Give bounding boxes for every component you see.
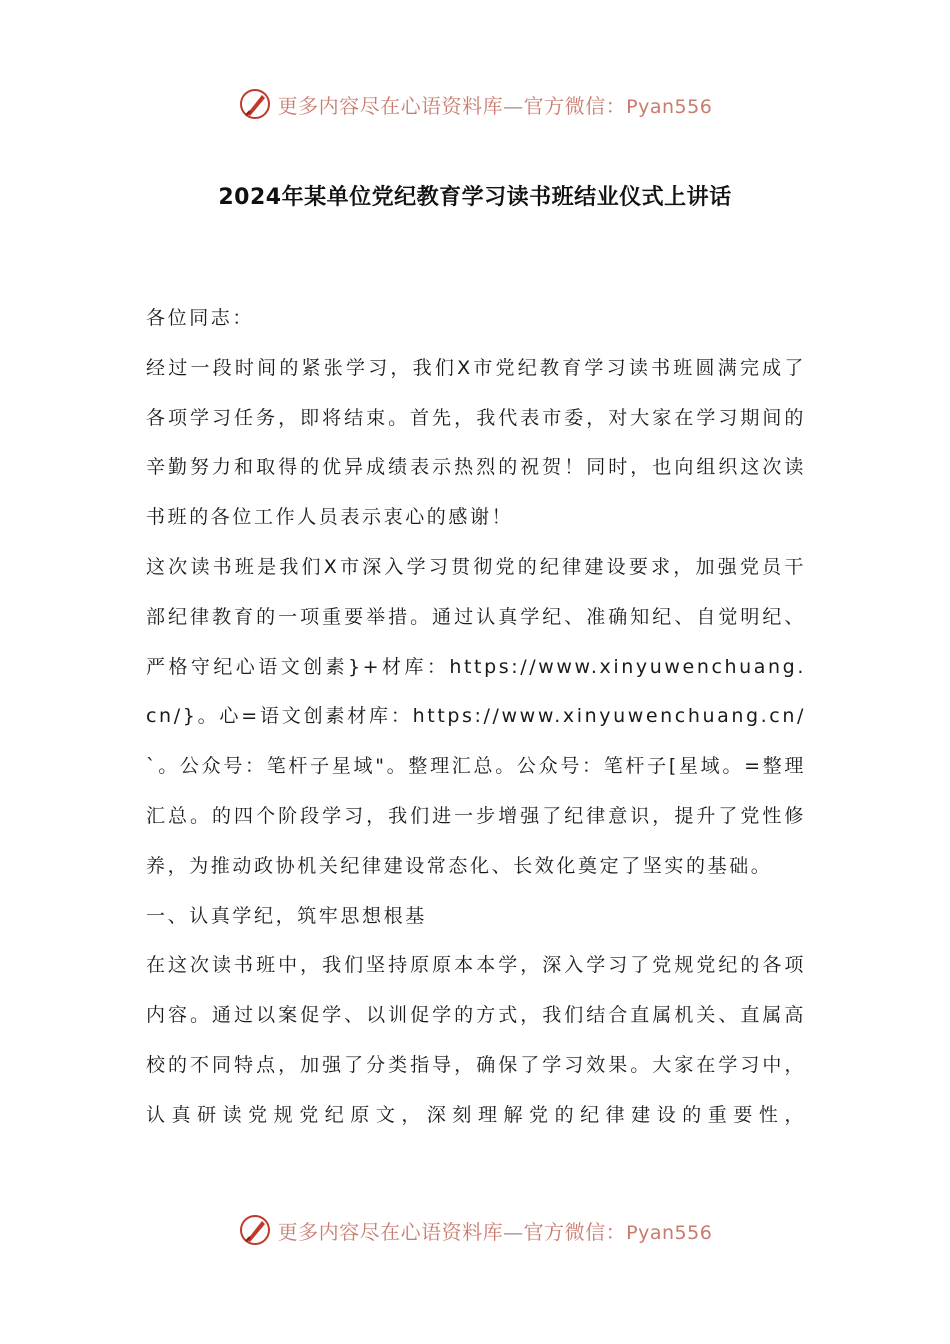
footer-banner — [0, 1210, 950, 1250]
banner-text: 更多内容尽在心语资料库—官方微信：Pyan556 — [277, 93, 713, 118]
document-body — [146, 294, 806, 1141]
quill-logo-icon — [238, 1213, 272, 1247]
banner-text: 更多内容尽在心语资料库—官方微信：Pyan556 — [277, 1219, 713, 1244]
paragraph: 这次读书班是我们X市深入学习贯彻党的纪律建设要求，加强党员干部纪律教育的一项重要举措。通过认真学纪、准确知纪、自觉明纪、严格守纪心语文创素}+材库：https://www.xinyuwenchuang.cn/}。心=语文创素材库：https://www.xinyuwenchuang.cn/`。公众号：笔杆子星域"。整理汇总。公众号：笔杆子[星域。=整理汇总。的四个阶段学习，我们进一步增强了纪律意识，提升了党性修养，为推动政协机关纪律建设常态化、长效化奠定了坚实的基础。 — [146, 555, 806, 877]
salutation: 各位同志： — [146, 307, 255, 329]
paragraph: 在这次读书班中，我们坚持原原本本学，深入学习了党规党纪的各项内容。通过以案促学、以训促学的方式，我们结合直属机关、直属高校的不同特点，加强了分类指导，确保了学习效果。大家在学习中，认真研读党规党纪原文，深刻理解党的纪律建设的重要性， — [146, 954, 806, 1126]
section-heading: 一、认真学纪，筑牢思想根基 — [146, 904, 427, 927]
header-banner — [0, 84, 950, 124]
paragraph: 经过一段时间的紧张学习，我们X市党纪教育学习读书班圆满完成了各项学习任务，即将结束。首先，我代表市委，对大家在学习期间的辛勤努力和取得的优异成绩表示热烈的祝贺！同时，也向组织这次读书班的各位工作人员表示衷心的感谢！ — [146, 356, 806, 529]
quill-logo-icon — [238, 87, 272, 121]
document-title: 2024年某单位党纪教育学习读书班结业仪式上讲话 — [218, 185, 732, 210]
